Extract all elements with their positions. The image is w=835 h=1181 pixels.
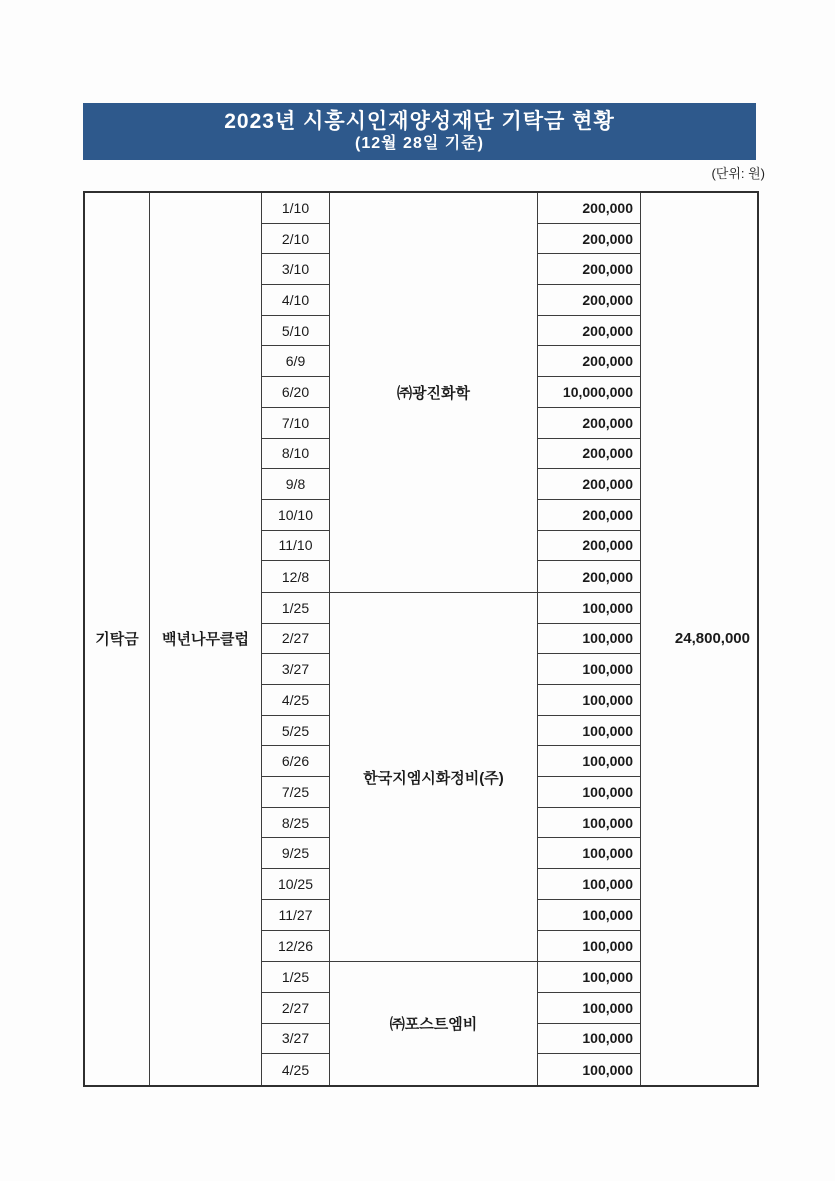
category-cell: 기탁금 bbox=[85, 193, 150, 1085]
date-cell: 3/10 bbox=[262, 254, 329, 285]
donation-groups bbox=[262, 193, 640, 1085]
amount-cell: 200,000 bbox=[538, 285, 640, 316]
date-cell: 9/25 bbox=[262, 838, 329, 869]
amount-cell: 100,000 bbox=[538, 838, 640, 869]
amount-cell: 100,000 bbox=[538, 962, 640, 993]
date-cell: 6/20 bbox=[262, 377, 329, 408]
date-cell: 6/26 bbox=[262, 746, 329, 777]
amounts-column bbox=[538, 593, 640, 961]
date-cell: 8/10 bbox=[262, 439, 329, 470]
date-cell: 9/8 bbox=[262, 469, 329, 500]
amount-cell: 100,000 bbox=[538, 900, 640, 931]
date-cell: 6/9 bbox=[262, 346, 329, 377]
amount-cell: 200,000 bbox=[538, 316, 640, 347]
amount-cell: 100,000 bbox=[538, 593, 640, 624]
date-cell: 11/10 bbox=[262, 531, 329, 562]
dates-column bbox=[262, 962, 329, 1085]
amount-cell: 100,000 bbox=[582, 1061, 633, 1078]
date-cell: 4/25 bbox=[262, 685, 329, 716]
amount-cell: 100,000 bbox=[538, 716, 640, 747]
amount-cell: 100,000 bbox=[538, 746, 640, 777]
date-cell: 1/25 bbox=[262, 962, 329, 993]
amount-cell: 200,000 bbox=[538, 500, 640, 531]
donation-group bbox=[262, 962, 640, 1085]
page-title: 2023년 시흥시인재양성재단 기탁금 현황 bbox=[224, 110, 615, 134]
date-cell: 12/8 bbox=[281, 568, 310, 585]
date-cell: 5/10 bbox=[262, 316, 329, 347]
dates-column bbox=[262, 193, 329, 592]
amount-cell: 100,000 bbox=[538, 654, 640, 685]
amount-cell: 100,000 bbox=[538, 993, 640, 1024]
date-cell: 8/25 bbox=[262, 808, 329, 839]
page-subtitle: (12월 28일 기준) bbox=[355, 135, 484, 153]
amount-cell: 100,000 bbox=[538, 1024, 640, 1055]
amount-cell: 200,000 bbox=[538, 439, 640, 470]
date-cell: 4/25 bbox=[281, 1061, 310, 1078]
date-cell: 7/10 bbox=[262, 408, 329, 439]
date-cell: 2/27 bbox=[262, 993, 329, 1024]
donation-table bbox=[83, 191, 759, 1087]
date-cell: 3/27 bbox=[262, 1024, 329, 1055]
amount-cell: 200,000 bbox=[538, 531, 640, 562]
amounts-column bbox=[538, 962, 640, 1085]
dates-column bbox=[262, 593, 329, 961]
donor-name: ㈜포스트엠비 bbox=[329, 962, 538, 1085]
date-cell: 10/25 bbox=[262, 869, 329, 900]
amount-cell: 10,000,000 bbox=[538, 377, 640, 408]
amount-cell: 100,000 bbox=[538, 777, 640, 808]
total-amount-cell: 24,800,000 bbox=[640, 193, 757, 1085]
donor-name: 한국지엠시화정비(주) bbox=[329, 593, 538, 961]
amount-cell: 200,000 bbox=[582, 568, 633, 585]
date-cell: 11/27 bbox=[262, 900, 329, 931]
amount-cell: 100,000 bbox=[538, 624, 640, 655]
amount-cell: 100,000 bbox=[538, 808, 640, 839]
unit-label: (단위: 원) bbox=[711, 166, 765, 181]
date-cell: 4/10 bbox=[262, 285, 329, 316]
club-cell: 백년나무클럽 bbox=[150, 193, 262, 1085]
date-cell: 1/25 bbox=[262, 593, 329, 624]
amount-cell: 200,000 bbox=[538, 193, 640, 224]
amounts-column bbox=[538, 193, 640, 592]
date-cell: 1/10 bbox=[262, 193, 329, 224]
date-cell: 2/10 bbox=[262, 224, 329, 255]
amount-cell: 200,000 bbox=[538, 408, 640, 439]
amount-cell: 100,000 bbox=[582, 937, 633, 954]
donation-group bbox=[262, 593, 640, 962]
amount-cell: 200,000 bbox=[538, 224, 640, 255]
amount-cell: 100,000 bbox=[538, 685, 640, 716]
amount-cell: 200,000 bbox=[538, 346, 640, 377]
donor-name: ㈜광진화학 bbox=[329, 193, 538, 592]
date-cell: 12/26 bbox=[277, 937, 314, 954]
amount-cell: 200,000 bbox=[538, 254, 640, 285]
amount-cell: 100,000 bbox=[538, 869, 640, 900]
date-cell: 2/27 bbox=[262, 624, 329, 655]
title-bar bbox=[83, 103, 756, 160]
donation-group bbox=[262, 193, 640, 593]
date-cell: 3/27 bbox=[262, 654, 329, 685]
date-cell: 5/25 bbox=[262, 716, 329, 747]
date-cell: 7/25 bbox=[262, 777, 329, 808]
date-cell: 10/10 bbox=[262, 500, 329, 531]
amount-cell: 200,000 bbox=[538, 469, 640, 500]
